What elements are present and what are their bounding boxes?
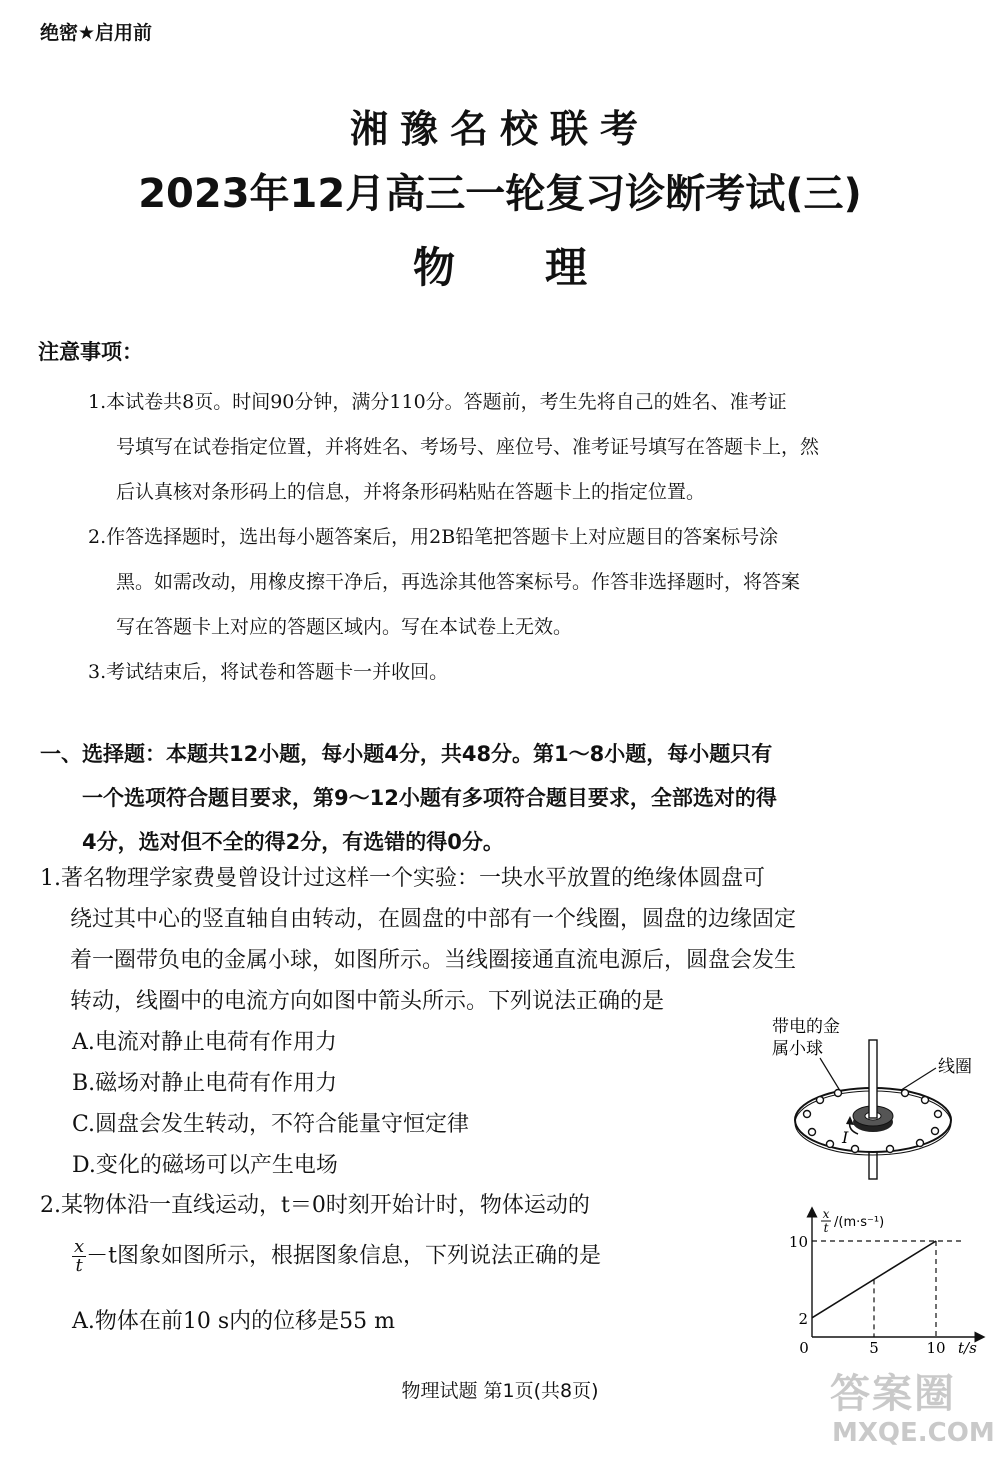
y-tick-label: 2 [798,1309,808,1328]
note-1-line: 号填写在试卷指定位置，并将姓名、考场号、座位号、准考证号填写在答题卡上，然 [116,436,820,458]
note-item-2 [88,515,983,650]
question-line: 着一圈带负电的金属小球，如图所示。当线圈接通直流电源后，圆盘会发生 [70,948,797,973]
x-tick-label: 10 [926,1339,946,1357]
figure-label-coil: 线圈 [938,1057,972,1077]
question-2-line1: 2.某物体沿一直线运动，t＝0时刻开始计时，物体运动的 [40,1193,590,1218]
leader-line [820,1058,842,1094]
question-1-options [72,1022,469,1186]
note-2-line: 写在答题卡上对应的答题区域内。写在本试卷上无效。 [116,616,573,638]
notes-list [88,380,983,695]
notes-heading: 注意事项： [38,340,143,364]
question-2-line2-text: －t图象如图所示，根据图象信息，下列说法正确的是 [86,1243,601,1269]
question-line: 绕过其中心的竖直轴自由转动，在圆盘的中部有一个线圈，圆盘的边缘固定 [70,907,797,932]
page-footer: 物理试题 第1页(共8页) [401,1380,599,1402]
section-line: 一、选择题：本题共12小题，每小题4分，共48分。第1～8小题，每小题只有 [40,742,773,766]
exam-title-line2: 2023年12月高三一轮复习诊断考试(三) [138,171,862,217]
y-tick-label: 10 [788,1233,808,1251]
note-item-3 [88,650,983,695]
current-label: I [842,1128,849,1147]
y-axis-label [821,1207,884,1235]
xt-t-graph [780,1200,990,1360]
note-1-line: 后认真核对条形码上的信息，并将条形码粘贴在答题卡上的指定位置。 [116,481,706,503]
svg-text:/(m·s⁻¹): /(m·s⁻¹) [834,1215,885,1230]
note-2-line: 2.作答选择题时，选出每小题答案后，用2B铅笔把答题卡上对应题目的答案标号涂 [88,526,779,548]
confidential-label: 绝密★启用前 [40,22,153,44]
series-line [812,1241,936,1318]
svg-text:x: x [822,1207,830,1221]
note-2-line: 黑。如需改动，用橡皮擦干净后，再选涂其他答案标号。作答非选择题时，将答案 [116,571,801,593]
option-c: C.圆盘会发生转动，不符合能量守恒定律 [72,1112,470,1137]
question-2-option-a: A.物体在前10 s内的位移是55 m [72,1309,396,1334]
section-line: 一个选项符合题目要求，第9～12小题有多项符合题目要求，全部选对的得 [82,786,777,810]
note-1-line: 1.本试卷共8页。时间90分钟，满分110分。答题前，考生先将自己的姓名、准考证 [88,391,787,413]
option-b: B.磁场对静止电荷有作用力 [72,1071,338,1096]
section-line: 4分，选对但不全的得2分，有选错的得0分。 [82,830,504,854]
subject-title: 物理 [412,243,677,292]
question-line: 转动，线圈中的电流方向如图中箭头所示。下列说法正确的是 [70,989,665,1014]
x-tick-label: 5 [869,1339,879,1357]
question-line: 1.著名物理学家费曼曾设计过这样一个实验：一块水平放置的绝缘体圆盘可 [40,866,765,891]
option-d: D.变化的磁场可以产生电场 [72,1153,338,1178]
note-3-line: 3.考试结束后，将试卷和答题卡一并收回。 [88,661,449,683]
watermark-url: MXQE.COM [832,1418,995,1448]
disc-coil-figure [772,1010,990,1185]
watermark-logo: 答案圈 [830,1371,956,1417]
option-a: A.电流对静止电荷有作用力 [72,1030,337,1055]
leader-line [898,1068,936,1092]
figure-label-balls: 带电的金 [772,1017,840,1037]
svg-text:t: t [823,1221,829,1235]
x-tick-label: 0 [799,1339,809,1357]
figure-label-balls: 属小球 [772,1039,823,1059]
exam-title-line1: 湘豫名校联考 [349,107,650,151]
x-axis-label: t/s [958,1339,977,1357]
axle-top [869,1040,877,1118]
section-1-heading [40,732,985,864]
question-1-stem [40,858,985,1022]
question-2-line2 [72,1238,601,1275]
note-item-1 [88,380,983,515]
fraction-x-over-t: $\frac{x}{t}$ [74,1236,85,1276]
